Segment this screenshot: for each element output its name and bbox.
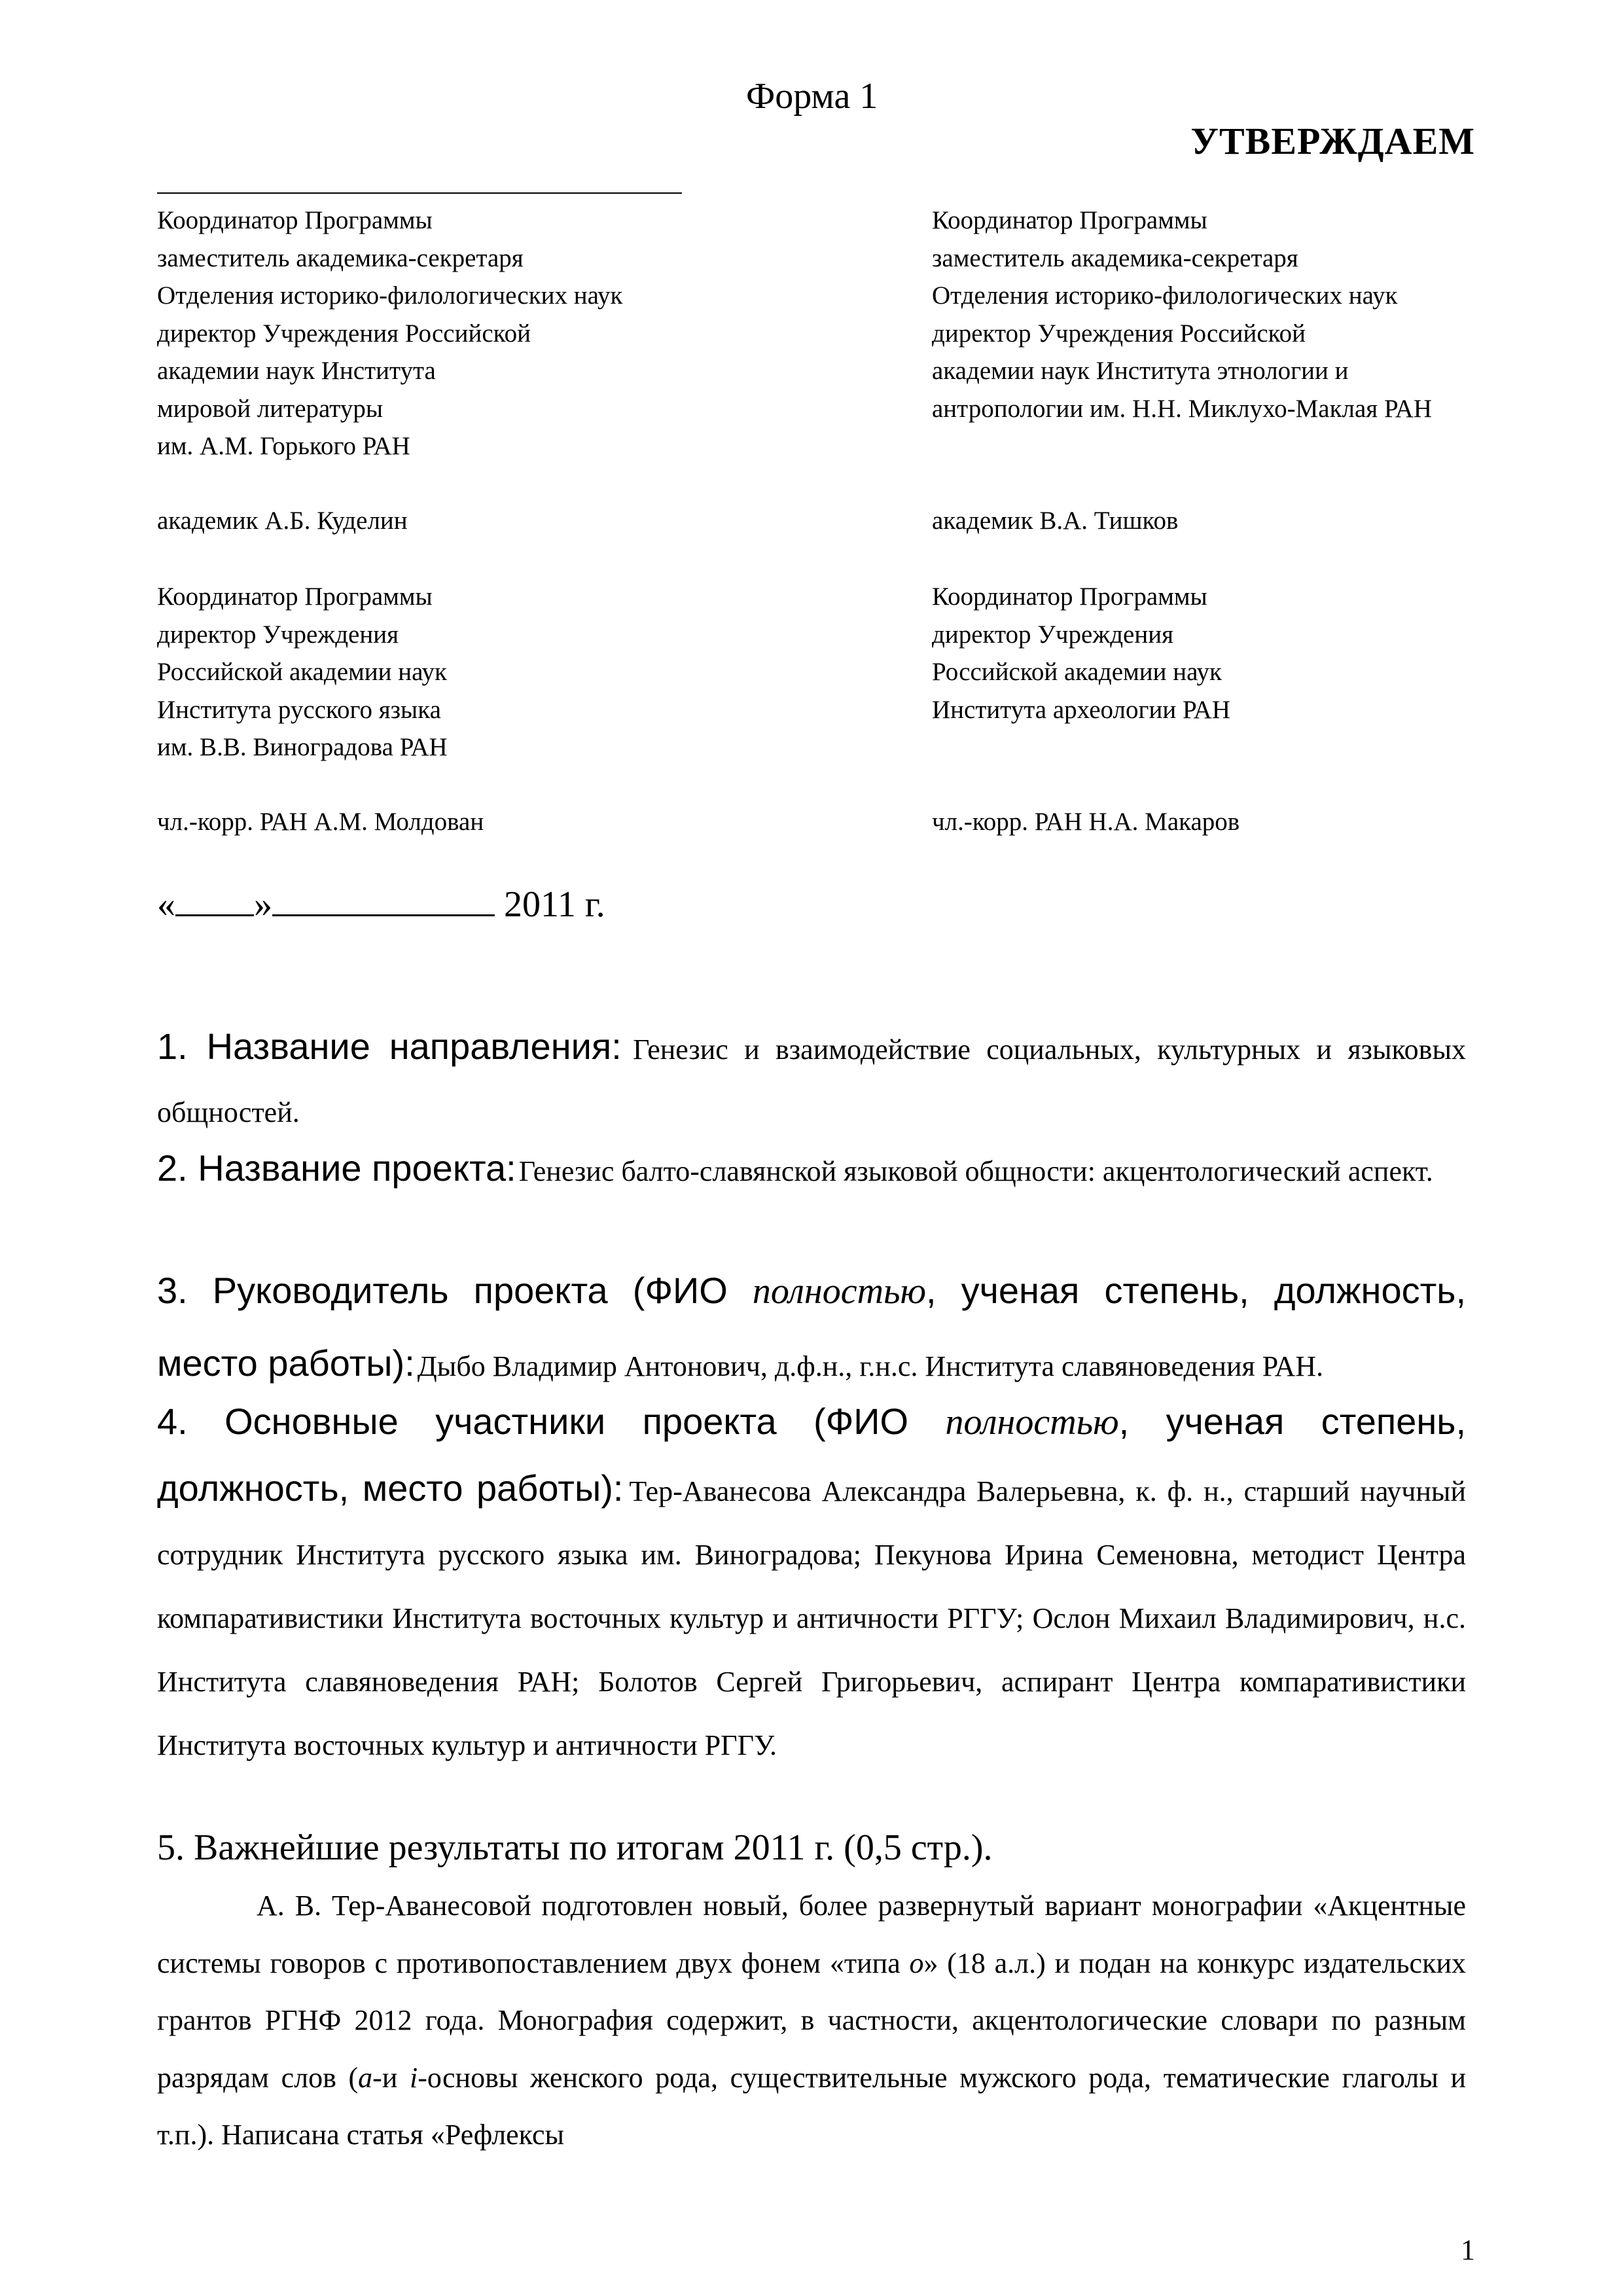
signatory-tishkov: академик В.А. Тишков bbox=[932, 507, 1179, 535]
date-close-quote: » bbox=[254, 884, 272, 925]
section-label: 4. Основные участники проекта (ФИО полностью, ученая степень, должность, место работы): bbox=[157, 1401, 1467, 1509]
approver-line: Координатор Программы bbox=[932, 583, 1207, 611]
date-open-quote: « bbox=[157, 884, 175, 925]
section-text: Дыбо Владимир Антонович, д.ф.н., г.н.с. Института славяноведения РАН. bbox=[417, 1350, 1324, 1382]
approver-block-kudelin bbox=[157, 202, 825, 465]
signature-line bbox=[157, 192, 682, 194]
results-paragraph: А. В. Тер-Аванесовой подготовлен новый, более развернутый вариант монографии «Акцентные системы говоров с противопоставлением двух фонем «типа о» (18 а.л.) и подан на конкурс издательских грантов РГНФ 2012 года. Монография содержит, в частности, акцентологические словари по разным разрядам слов (a-и i-основы женского рода, существительные мужского рода, тематические глаголы и т.п.). Написана статья «Рефлексы bbox=[157, 1890, 1466, 2151]
section-text: Генезис и взаимодействие социальных, культурных и языковых общностей. bbox=[157, 1033, 1467, 1128]
signatory-kudelin: академик А.Б. Куделин bbox=[157, 507, 408, 535]
section-label: 3. Руководитель проекта (ФИО полностью, ученая степень, должность, место работы): bbox=[157, 1270, 1467, 1384]
approver-line: Отделения историко-филологических наук bbox=[157, 281, 623, 310]
approve-heading: УТВЕРЖДАЕМ bbox=[1190, 120, 1475, 162]
approver-line: Российской академии наук bbox=[157, 658, 447, 686]
section-project-name bbox=[157, 1140, 1466, 1206]
approver-line: заместитель академика-секретаря bbox=[932, 243, 1298, 272]
section-text: Тер-Аванесова Александра Валерьевна, к. ф. н., старший научный сотрудник Института русского языка им. Виноградова; Пекунова Ирина Семеновна, методист Центра компаративистики Института восточных культур и античности РГГУ; Ослон Михаил Владимирович, н.с. Института славяноведения РАН; Болотов Сергей Григорьевич, аспирант Центра компаративистики Института восточных культур и античности РГГУ. bbox=[157, 1475, 1466, 1761]
approver-line: Института русского языка bbox=[157, 695, 441, 724]
approver-line: им. А.М. Горького РАН bbox=[157, 432, 410, 460]
approver-line: мировой литературы bbox=[157, 394, 383, 423]
approver-line: директор Учреждения bbox=[157, 620, 399, 649]
approver-line: Отделения историко-филологических наук bbox=[932, 281, 1398, 310]
section-results-heading: 5. Важнейшие результаты по итогам 2011 г. (0,5 стр.). bbox=[157, 1827, 993, 1868]
approval-date-line bbox=[157, 878, 605, 931]
section-project-leader bbox=[157, 1259, 1466, 1405]
signatory-moldovan: чл.-корр. РАН А.М. Молдован bbox=[157, 808, 484, 836]
approver-block-tishkov bbox=[932, 202, 1521, 427]
section-label: 2. Название проекта: bbox=[157, 1147, 516, 1189]
page-number: 1 bbox=[1461, 2234, 1475, 2266]
approver-line: Координатор Программы bbox=[157, 206, 433, 234]
approver-line: заместитель академика-секретаря bbox=[157, 243, 524, 272]
section-text: Генезис балто-славянской языковой общности: акцентологический аспект. bbox=[518, 1155, 1433, 1187]
approver-line: академии наук Института bbox=[157, 357, 436, 385]
approver-line: Института археологии РАН bbox=[932, 695, 1230, 724]
section-direction bbox=[157, 1018, 1466, 1147]
signatory-makarov: чл.-корр. РАН Н.А. Макаров bbox=[932, 808, 1240, 836]
approver-line: директор Учреждения bbox=[932, 620, 1174, 649]
section-participants bbox=[157, 1393, 1466, 1780]
date-year: 2011 г. bbox=[504, 884, 605, 925]
month-blank bbox=[272, 883, 495, 916]
approver-block-moldovan bbox=[157, 578, 825, 766]
form-title: Форма 1 bbox=[746, 76, 878, 117]
approver-line: антропологии им. Н.Н. Миклухо-Маклая РАН bbox=[932, 394, 1433, 423]
section-label: 1. Название направления: bbox=[157, 1026, 622, 1067]
approver-line: Координатор Программы bbox=[932, 206, 1207, 234]
approver-line: Координатор Программы bbox=[157, 583, 433, 611]
approver-line: академии наук Института этнологии и bbox=[932, 357, 1349, 385]
approver-line: директор Учреждения Российской bbox=[157, 319, 531, 348]
approver-line: им. В.В. Виноградова РАН bbox=[157, 733, 448, 761]
approver-block-makarov bbox=[932, 578, 1521, 728]
approver-line: Российской академии наук bbox=[932, 658, 1222, 686]
day-blank bbox=[175, 883, 254, 916]
approver-line: директор Учреждения Российской bbox=[932, 319, 1306, 348]
